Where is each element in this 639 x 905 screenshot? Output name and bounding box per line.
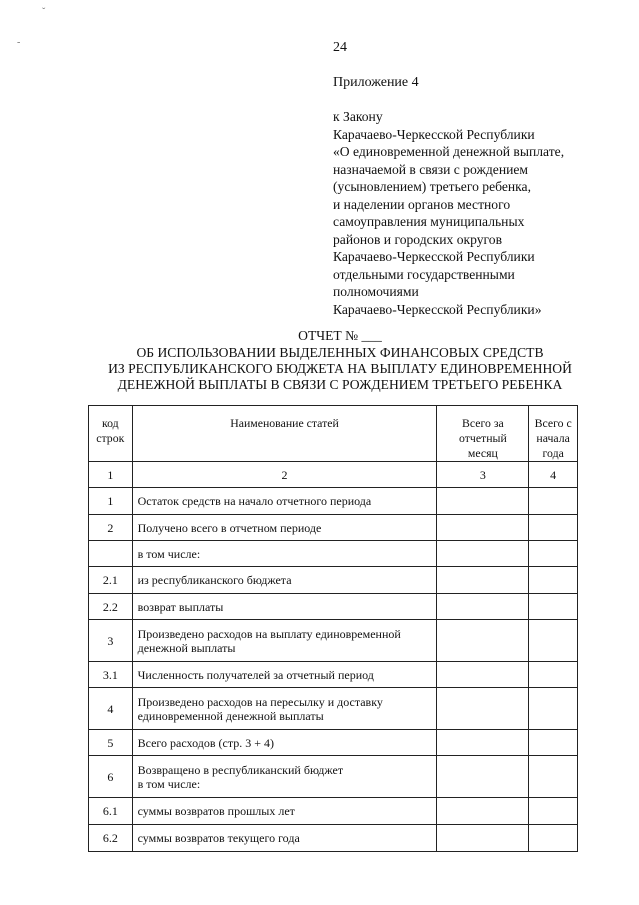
row-month-value	[437, 620, 529, 662]
table-row	[89, 620, 578, 662]
row-year-value	[529, 515, 578, 541]
row-name: в том числе:	[132, 541, 437, 567]
report-heading	[60, 328, 620, 393]
row-month-value	[437, 730, 529, 756]
col-number: 4	[529, 462, 578, 488]
row-year-value	[529, 488, 578, 515]
row-name: суммы возвратов текущего года	[132, 825, 437, 852]
row-code: 2	[89, 515, 133, 541]
law-line: Карачаево-Черкесской Республики»	[333, 301, 542, 317]
row-code: 3.1	[89, 662, 133, 688]
law-line: отдельными государственными	[333, 266, 515, 282]
row-name: возврат выплаты	[132, 594, 437, 620]
row-code: 6	[89, 756, 133, 798]
row-month-value	[437, 541, 529, 567]
table-row	[89, 825, 578, 852]
law-line: районов и городских округов	[333, 231, 502, 247]
row-year-value	[529, 825, 578, 852]
row-name: Остаток средств на начало отчетного периода	[132, 488, 437, 515]
law-line: Карачаево-Черкесской Республики	[333, 126, 535, 142]
row-year-value	[529, 730, 578, 756]
table-row	[89, 567, 578, 594]
col-number: 3	[437, 462, 529, 488]
row-code: 1	[89, 488, 133, 515]
column-numbering-row	[89, 462, 578, 488]
table-row	[89, 756, 578, 798]
row-code: 2.2	[89, 594, 133, 620]
row-code: 6.1	[89, 798, 133, 825]
row-name: суммы возвратов прошлых лет	[132, 798, 437, 825]
report-title-line: ОБ ИСПОЛЬЗОВАНИИ ВЫДЕЛЕННЫХ ФИНАНСОВЫХ СРЕДСТВ	[136, 345, 544, 360]
table-row	[89, 798, 578, 825]
law-line: и наделении органов местного	[333, 196, 511, 212]
row-year-value	[529, 567, 578, 594]
row-name: Возвращено в республиканский бюджет в том числе:	[132, 756, 437, 798]
row-month-value	[437, 488, 529, 515]
law-line: (усыновлением) третьего ребенка,	[333, 179, 531, 194]
report-table	[88, 405, 578, 852]
row-year-value	[529, 541, 578, 567]
law-line: Карачаево-Черкесской Республики	[333, 249, 535, 264]
row-month-value	[437, 798, 529, 825]
row-name: из республиканского бюджета	[132, 567, 437, 594]
law-line: полномочиями	[333, 284, 419, 299]
scan-speck-top: ˇ	[42, 7, 46, 18]
row-code: 2.1	[89, 567, 133, 594]
row-month-value	[437, 756, 529, 798]
law-line: «О единовременной денежной выплате,	[333, 144, 565, 159]
row-code: 4	[89, 688, 133, 730]
report-title-line: ИЗ РЕСПУБЛИКАНСКОГО БЮДЖЕТА НА ВЫПЛАТУ ЕДИНОВРЕМЕННОЙ	[108, 361, 572, 376]
col-number: 2	[132, 462, 437, 488]
row-year-value	[529, 756, 578, 798]
law-line: к Закону	[333, 109, 383, 124]
law-reference	[333, 108, 633, 318]
appendix-title: Приложение 4	[333, 75, 419, 90]
col-number: 1	[89, 462, 133, 488]
page-number: 24	[333, 40, 347, 55]
row-month-value	[437, 594, 529, 620]
row-month-value	[437, 515, 529, 541]
law-line: назначаемой в связи с рождением	[333, 161, 529, 177]
row-code: 3	[89, 620, 133, 662]
table-header-row	[89, 406, 578, 462]
row-year-value	[529, 620, 578, 662]
row-month-value	[437, 567, 529, 594]
law-line: самоуправления муниципальных	[333, 214, 525, 229]
table-row	[89, 488, 578, 515]
row-year-value	[529, 662, 578, 688]
table-row	[89, 662, 578, 688]
row-name: Произведено расходов на выплату единовременной денежной выплаты	[132, 620, 437, 662]
row-code: 5	[89, 730, 133, 756]
header-month: Всего за отчетный месяц	[437, 406, 529, 462]
row-code	[89, 541, 133, 567]
row-month-value	[437, 688, 529, 730]
row-name: Произведено расходов на пересылку и доставку единовременной денежной выплаты	[132, 688, 437, 730]
header-name: Наименование статей	[132, 406, 437, 462]
table-row	[89, 541, 578, 567]
row-year-value	[529, 798, 578, 825]
table-row	[89, 515, 578, 541]
report-number: ОТЧЕТ № ___	[298, 328, 382, 343]
row-month-value	[437, 662, 529, 688]
row-code: 6.2	[89, 825, 133, 852]
row-name: Получено всего в отчетном периоде	[132, 515, 437, 541]
row-year-value	[529, 688, 578, 730]
report-title-line: ДЕНЕЖНОЙ ВЫПЛАТЫ В СВЯЗИ С РОЖДЕНИЕМ ТРЕТЬЕГО РЕБЕНКА	[117, 377, 563, 392]
row-name: Всего расходов (стр. 3 + 4)	[132, 730, 437, 756]
table-row	[89, 594, 578, 620]
table-row	[89, 730, 578, 756]
row-name: Численность получателей за отчетный период	[132, 662, 437, 688]
scan-speck-left: -	[17, 37, 21, 48]
table-row	[89, 688, 578, 730]
row-year-value	[529, 594, 578, 620]
row-month-value	[437, 825, 529, 852]
header-code: код строк	[89, 406, 133, 462]
header-year: Всего с начала года	[529, 406, 578, 462]
